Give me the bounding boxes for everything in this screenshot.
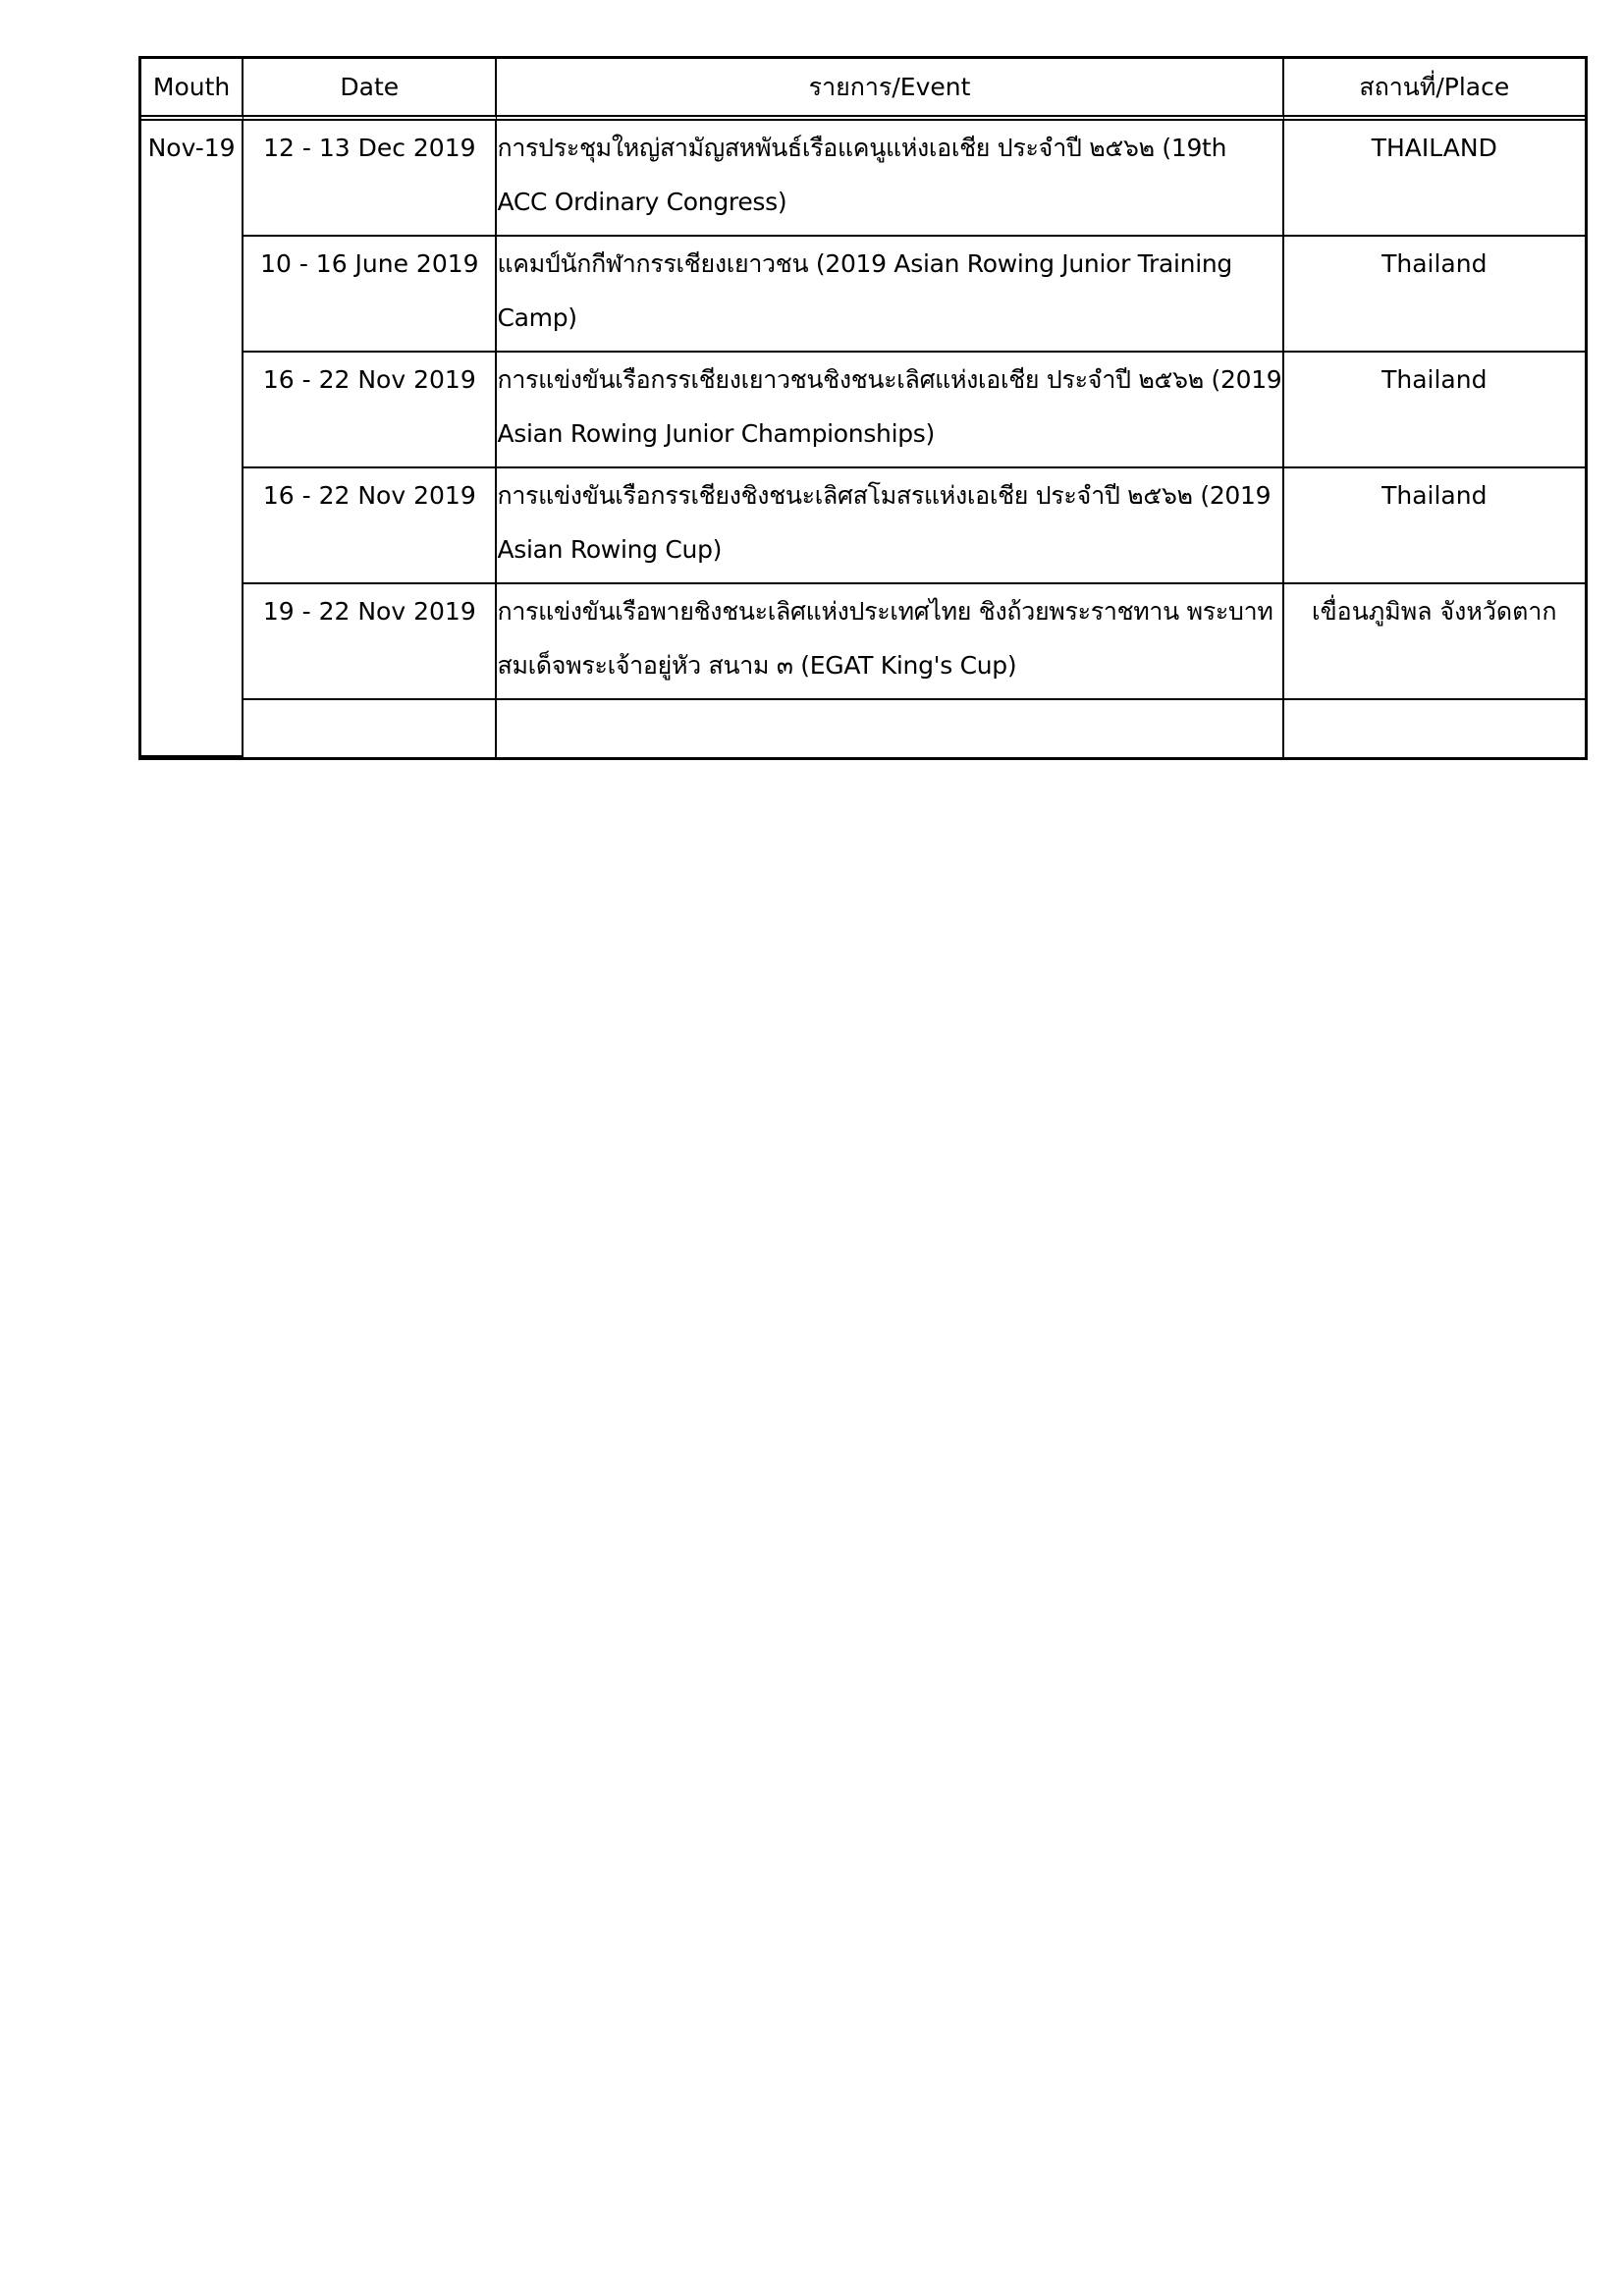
date-cell: 10 - 16 June 2019 <box>244 237 497 353</box>
date-cell: 12 - 13 Dec 2019 <box>244 121 497 237</box>
place-cell <box>1284 700 1585 757</box>
month-cell: Nov-19 <box>141 121 244 757</box>
header-date: Date <box>244 59 497 121</box>
event-cell: แคมป์นักกีฬากรรเชียงเยาวชน (2019 Asian Rowing Junior Training Camp) <box>497 237 1283 353</box>
place-cell: เขื่อนภูมิพล จังหวัดตาก <box>1284 584 1585 700</box>
date-cell: 16 - 22 Nov 2019 <box>244 353 497 468</box>
event-schedule-table <box>138 56 1588 760</box>
place-cell: Thailand <box>1284 353 1585 468</box>
event-cell <box>497 700 1283 757</box>
date-cell: 16 - 22 Nov 2019 <box>244 468 497 584</box>
event-cell: การแข่งขันเรือกรรเชียงเยาวชนชิงชนะเลิศแห่งเอเชีย ประจำปี ๒๕๖๒ (2019 Asian Rowing Junior Championships) <box>497 353 1283 468</box>
table-row <box>141 121 1585 237</box>
date-cell <box>244 700 497 757</box>
event-cell: การแข่งขันเรือกรรเชียงชิงชนะเลิศสโมสรแห่งเอเชีย ประจำปี ๒๕๖๒ (2019 Asian Rowing Cup) <box>497 468 1283 584</box>
table-row <box>141 584 1585 700</box>
place-cell: Thailand <box>1284 468 1585 584</box>
table-row <box>141 353 1585 468</box>
event-cell: การประชุมใหญ่สามัญสหพันธ์เรือแคนูแห่งเอเชีย ประจำปี ๒๕๖๒ (19th ACC Ordinary Congress) <box>497 121 1283 237</box>
table-row <box>141 468 1585 584</box>
table-header-row <box>141 59 1585 121</box>
header-month: Mouth <box>141 59 244 121</box>
header-event: รายการ/Event <box>497 59 1283 121</box>
table-row <box>141 237 1585 353</box>
place-cell: THAILAND <box>1284 121 1585 237</box>
date-cell: 19 - 22 Nov 2019 <box>244 584 497 700</box>
header-place: สถานที่/Place <box>1284 59 1585 121</box>
place-cell: Thailand <box>1284 237 1585 353</box>
table-row-empty <box>141 700 1585 757</box>
event-cell: การแข่งขันเรือพายชิงชนะเลิศแห่งประเทศไทย ชิงถ้วยพระราชทาน พระบาทสมเด็จพระเจ้าอยู่หัว สนาม ๓ (EGAT King's Cup) <box>497 584 1283 700</box>
